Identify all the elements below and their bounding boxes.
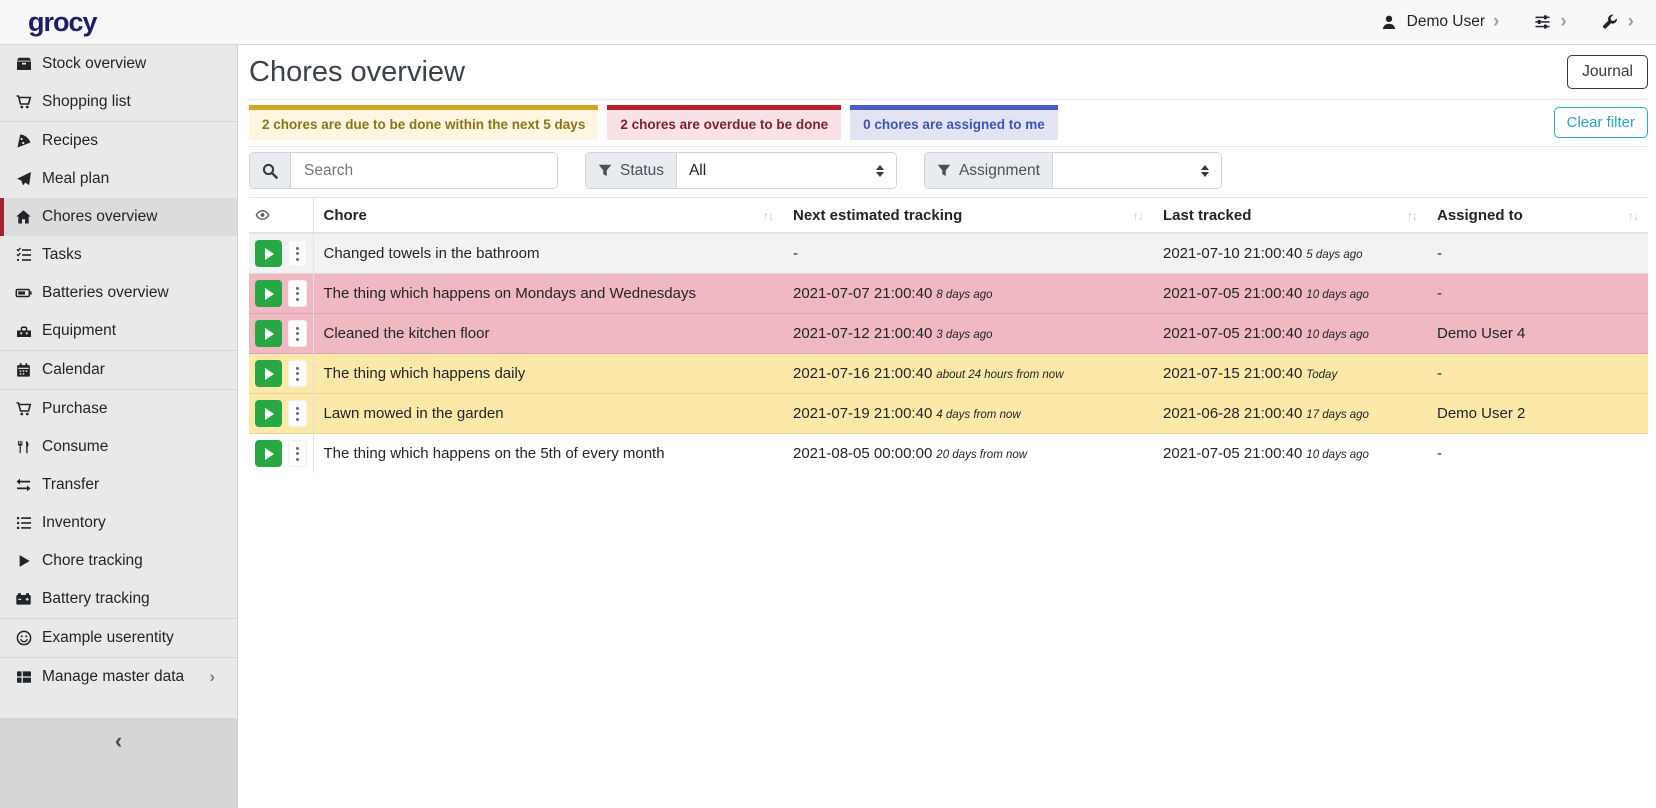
- settings-menu[interactable]: [1533, 10, 1567, 32]
- status-select-value: All: [688, 161, 707, 179]
- list-icon: [14, 515, 33, 532]
- top-navbar: [0, 0, 1656, 45]
- track-chore-button[interactable]: [255, 360, 282, 387]
- chore-name-cell: Cleaned the kitchen floor: [313, 314, 783, 354]
- pizza-icon: [14, 133, 33, 150]
- cart-icon: [14, 401, 33, 418]
- chevron-right-icon: ›: [1493, 10, 1500, 32]
- eye-icon: [255, 208, 270, 222]
- paper-plane-icon: [14, 171, 33, 188]
- assigned-to-cell: -: [1427, 434, 1648, 474]
- table-row: [249, 274, 1648, 314]
- sidebar-item-example-userentity[interactable]: [0, 619, 237, 657]
- smile-icon: [14, 630, 33, 647]
- chore-name-cell: The thing which happens daily: [313, 354, 783, 394]
- assigned-to-cell: Demo User 2: [1427, 394, 1648, 434]
- next-tracking-cell: -: [783, 233, 1153, 274]
- track-chore-button[interactable]: [255, 280, 282, 307]
- search-filter-row: [249, 147, 1648, 195]
- user-menu-label: Demo User: [1406, 13, 1486, 30]
- assigned-to-cell: Demo User 4: [1427, 314, 1648, 354]
- table-row: [249, 394, 1648, 434]
- assignment-select[interactable]: [1053, 153, 1221, 188]
- funnel-icon: [937, 163, 951, 178]
- sidebar-item-label: Meal plan: [42, 170, 110, 187]
- chore-menu-button[interactable]: [288, 400, 307, 427]
- sidebar-item-calendar[interactable]: [0, 351, 237, 389]
- last-tracked-cell: 2021-07-15 21:00:40 Today: [1153, 354, 1427, 394]
- chore-menu-button[interactable]: [288, 360, 307, 387]
- last-tracked-cell: 2021-06-28 21:00:40 17 days ago: [1153, 394, 1427, 434]
- sidebar-item-label: Recipes: [42, 132, 98, 149]
- chevron-right-icon: ›: [1627, 10, 1634, 32]
- status-filter-group: [585, 152, 897, 189]
- sidebar-item-label: Chores overview: [42, 208, 158, 225]
- sidebar-item-label: Purchase: [42, 400, 108, 417]
- car-battery-icon: [14, 591, 33, 608]
- grocy-logo[interactable]: grocy: [28, 6, 97, 37]
- toolbox-icon: [14, 323, 33, 340]
- sidebar-item-label: Equipment: [42, 322, 117, 339]
- sidebar-item-label: Tasks: [42, 246, 82, 263]
- sliders-icon: [1533, 14, 1552, 31]
- search-group: [249, 152, 558, 189]
- sidebar-item-purchase[interactable]: [0, 390, 237, 428]
- collapse-sidebar-button[interactable]: ‹: [114, 728, 123, 753]
- sidebar-item-manage-master-data[interactable]: [0, 658, 237, 696]
- toggle-columns-button[interactable]: [249, 198, 313, 234]
- sidebar-item-tasks[interactable]: [0, 236, 237, 274]
- filter-cards-row: [249, 100, 1648, 147]
- play-icon: [265, 328, 274, 340]
- sort-icon: ↑↓: [762, 209, 773, 223]
- utensils-icon: [14, 439, 33, 456]
- table-icon: [14, 669, 33, 686]
- box-icon: [14, 56, 33, 73]
- column-header-next-tracking[interactable]: ↑↓ Next estimated tracking: [783, 198, 1153, 234]
- cart-icon: [14, 94, 33, 111]
- play-icon: [14, 553, 33, 570]
- next-tracking-cell: 2021-07-07 21:00:40 8 days ago: [783, 274, 1153, 314]
- sidebar-footer: [0, 718, 237, 808]
- user-menu[interactable]: [1380, 10, 1500, 32]
- exchange-icon: [14, 477, 33, 494]
- assignment-filter-group: [924, 152, 1222, 189]
- sidebar-item-label: Example userentity: [42, 629, 174, 646]
- track-chore-button[interactable]: [255, 240, 282, 267]
- sidebar-item-transfer[interactable]: [0, 466, 237, 504]
- user-icon: [1380, 14, 1399, 31]
- tasks-icon: [14, 247, 33, 264]
- chore-menu-button[interactable]: [288, 240, 307, 267]
- sidebar-item-consume[interactable]: [0, 428, 237, 466]
- chore-menu-button[interactable]: [288, 320, 307, 347]
- sidebar-item-label: Consume: [42, 438, 109, 455]
- sidebar-item-stock-overview[interactable]: [0, 45, 237, 83]
- table-row: [249, 233, 1648, 274]
- page-title: Chores overview: [249, 55, 465, 88]
- table-header-row: [249, 198, 1648, 234]
- last-tracked-cell: 2021-07-05 21:00:40 10 days ago: [1153, 274, 1427, 314]
- chore-name-cell: The thing which happens on the 5th of every month: [313, 434, 783, 474]
- sidebar-item-recipes[interactable]: [0, 122, 237, 160]
- chevron-right-icon: ›: [1560, 10, 1567, 32]
- column-header-last-tracked[interactable]: ↑↓ Last tracked: [1153, 198, 1427, 234]
- chore-menu-button[interactable]: [288, 440, 307, 467]
- chore-name-cell: Lawn mowed in the garden: [313, 394, 783, 434]
- search-icon: [250, 153, 291, 188]
- main-content: [239, 45, 1656, 808]
- next-tracking-cell: 2021-08-05 00:00:00 20 days from now: [783, 434, 1153, 474]
- track-chore-button[interactable]: [255, 320, 282, 347]
- play-icon: [265, 248, 274, 260]
- play-icon: [265, 448, 274, 460]
- last-tracked-cell: 2021-07-05 21:00:40 10 days ago: [1153, 434, 1427, 474]
- sidebar-item-inventory[interactable]: [0, 504, 237, 542]
- home-icon: [14, 209, 33, 226]
- sidebar-item-label: Transfer: [42, 476, 100, 493]
- sidebar-item-label: Chore tracking: [42, 552, 143, 569]
- calendar-icon: [14, 362, 33, 379]
- play-icon: [265, 288, 274, 300]
- play-icon: [265, 408, 274, 420]
- wrench-icon: [1601, 14, 1620, 31]
- sidebar-item-label: Inventory: [42, 514, 106, 531]
- select-arrows-icon: [1201, 165, 1209, 177]
- last-tracked-cell: 2021-07-10 21:00:40 5 days ago: [1153, 233, 1427, 274]
- last-tracked-cell: 2021-07-05 21:00:40 10 days ago: [1153, 314, 1427, 354]
- page-header: [249, 45, 1648, 100]
- filter-card-due-soon[interactable]: 2 chores are due to be done within the next 5 days: [249, 105, 598, 140]
- filter-card-assigned-to-me[interactable]: 0 chores are assigned to me: [850, 105, 1058, 140]
- admin-menu[interactable]: [1601, 10, 1634, 32]
- sidebar-item-label: Shopping list: [42, 93, 131, 110]
- sidebar-item-label: Stock overview: [42, 55, 147, 72]
- sidebar-item-chore-tracking[interactable]: [0, 542, 237, 580]
- sort-icon: ↑↓: [1406, 209, 1417, 223]
- funnel-icon: [598, 163, 612, 178]
- assigned-to-cell: -: [1427, 274, 1648, 314]
- chevron-right-icon: ›: [209, 667, 215, 686]
- search-input[interactable]: [291, 153, 557, 188]
- table-row: [249, 354, 1648, 394]
- sidebar-item-battery-tracking[interactable]: [0, 580, 237, 618]
- sidebar-item-label: Calendar: [42, 361, 105, 378]
- sort-icon: ↑↓: [1132, 209, 1143, 223]
- battery-icon: [14, 285, 33, 302]
- select-arrows-icon: [876, 165, 884, 177]
- track-chore-button[interactable]: [255, 400, 282, 427]
- sidebar-item-batteries-overview[interactable]: [0, 274, 237, 312]
- chore-name-cell: Changed towels in the bathroom: [313, 233, 783, 274]
- sidebar: [0, 45, 238, 808]
- sort-icon: ↑↓: [1627, 209, 1638, 223]
- next-tracking-cell: 2021-07-16 21:00:40 about 24 hours from now: [783, 354, 1153, 394]
- column-header-chore[interactable]: ↑↓ Chore: [313, 198, 783, 234]
- chore-name-cell: The thing which happens on Mondays and Wednesdays: [313, 274, 783, 314]
- chores-table: [249, 197, 1648, 473]
- sidebar-item-label: Battery tracking: [42, 590, 150, 607]
- assigned-to-cell: -: [1427, 354, 1648, 394]
- play-icon: [265, 368, 274, 380]
- sidebar-item-label: Batteries overview: [42, 284, 169, 301]
- track-chore-button[interactable]: [255, 440, 282, 467]
- assigned-to-cell: -: [1427, 233, 1648, 274]
- status-filter-label: Status: [586, 153, 677, 188]
- status-select[interactable]: [677, 153, 896, 188]
- next-tracking-cell: 2021-07-12 21:00:40 3 days ago: [783, 314, 1153, 354]
- clear-filter-button[interactable]: Clear filter: [1554, 107, 1648, 138]
- sidebar-item-shopping-list[interactable]: [0, 83, 237, 121]
- sidebar-item-equipment[interactable]: [0, 312, 237, 350]
- column-header-assigned-to[interactable]: ↑↓ Assigned to: [1427, 198, 1648, 234]
- journal-button[interactable]: Journal: [1567, 55, 1648, 89]
- sidebar-item-label: Manage master data: [42, 668, 185, 685]
- sidebar-item-chores-overview[interactable]: [0, 198, 237, 236]
- table-row: [249, 314, 1648, 354]
- table-row: [249, 434, 1648, 474]
- sidebar-item-meal-plan[interactable]: [0, 160, 237, 198]
- filter-card-overdue[interactable]: 2 chores are overdue to be done: [607, 105, 841, 140]
- chore-menu-button[interactable]: [288, 280, 307, 307]
- next-tracking-cell: 2021-07-19 21:00:40 4 days from now: [783, 394, 1153, 434]
- assignment-filter-label: Assignment: [925, 153, 1053, 188]
